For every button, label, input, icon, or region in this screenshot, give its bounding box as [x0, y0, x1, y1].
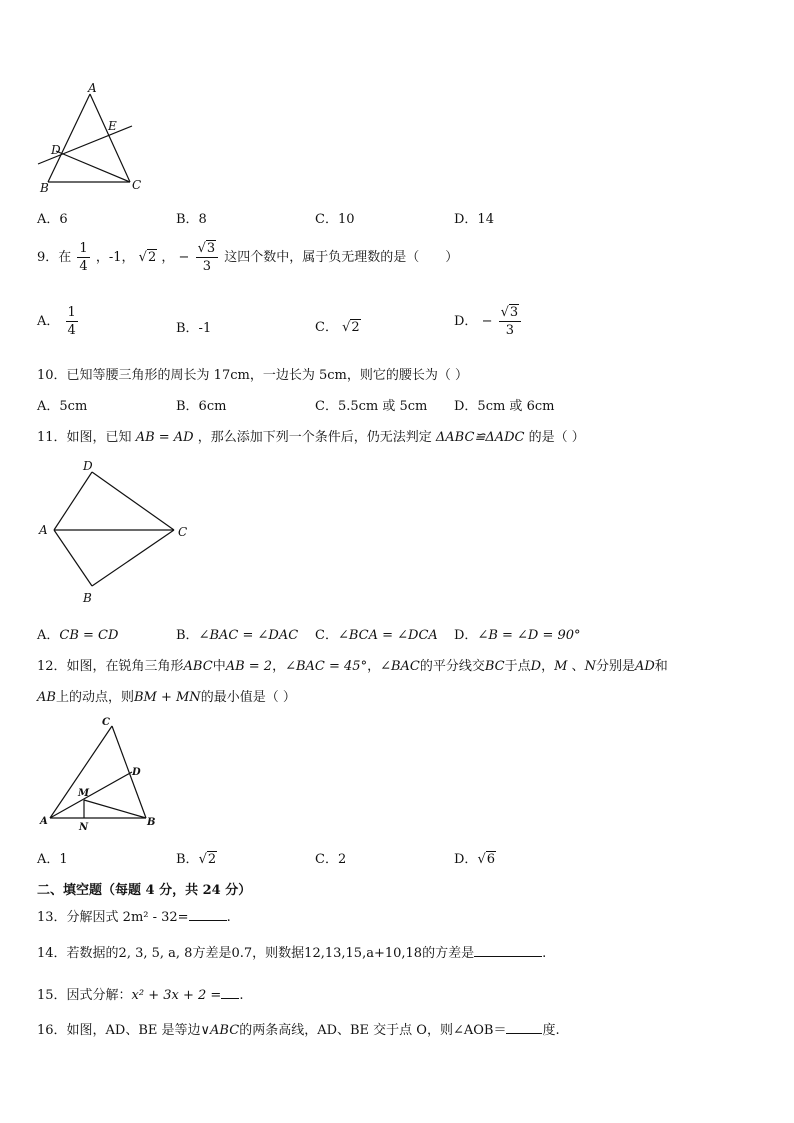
q12-m: M [554, 659, 568, 674]
q11-option-c[interactable] [315, 624, 438, 643]
q9-root3-radicand: 3 [206, 241, 216, 256]
q12-ad: AD [634, 659, 655, 674]
q9-option-d-neg: − [481, 314, 493, 329]
q13-answer-blank[interactable] [189, 908, 227, 921]
q16-post: 的两条高线，AD、BE 交于点 O，则∠AOB＝ [239, 1023, 507, 1038]
figure-q12-triangle [36, 712, 166, 836]
q16-end: 度. [542, 1023, 560, 1038]
q14-post: 的方差是 [422, 946, 475, 961]
q9-option-d-label: D． [454, 314, 478, 329]
q11-option-c-label: C． [315, 628, 338, 643]
q9-option-c-sqrt: √2 [342, 320, 360, 335]
q13-text: 13．分解因式 2m² - 32= [37, 910, 189, 925]
q9-number: 9．在 [37, 250, 72, 265]
q8-option-c[interactable]: C．10 [315, 212, 355, 227]
q9-option-a-fraction: $\frac{1}{4}$ [67, 305, 76, 338]
q12-option-d-sqrt: √6 [477, 852, 496, 867]
fig12-label-a: A [40, 816, 48, 827]
q12-option-d-label: D． [454, 852, 478, 867]
fig12-label-d: D [132, 767, 141, 778]
fig11-label-d: D [83, 459, 93, 473]
q9-root3-denominator: 3 [202, 259, 211, 274]
q14-end: . [542, 946, 547, 961]
q11-condition: AB = AD [135, 430, 194, 445]
q11-option-b-math: ∠BAC = ∠DAC [198, 628, 299, 643]
q9-fraction-quarter [77, 242, 89, 273]
q12-option-a[interactable]: A．1 [37, 852, 68, 867]
q12-option-d[interactable] [454, 848, 496, 867]
section-fill-blank-title: 二、填空题（每题 4 分，共 24 分） [37, 883, 252, 898]
q11-stem-pre: 11．如图，已知 [37, 430, 132, 445]
q9-frac-denominator: 4 [79, 259, 88, 274]
q9-frac-numerator: 1 [79, 241, 88, 256]
q11-stem-post: 的是（ ） [528, 430, 585, 445]
q8-option-b[interactable]: B．8 [176, 212, 207, 227]
q12-ab2: AB = 2 [225, 659, 273, 674]
q9-tail: 这四个数中，属于负无理数的是（ ） [224, 250, 459, 265]
q10-option-b[interactable]: B．6cm [176, 399, 227, 414]
q12-c2: ， [367, 659, 381, 674]
q12-mid3: 于点 [504, 659, 531, 674]
q12-bc: BC [484, 659, 505, 674]
q15 [37, 984, 243, 1003]
q16 [37, 1019, 560, 1038]
q11-option-d-math: ∠B = ∠D = 90° [477, 628, 581, 643]
fig11-label-b: B [83, 591, 92, 605]
q14-pre: 14．若数据的 [37, 946, 119, 961]
fig12-label-b: B [147, 817, 156, 828]
q9-option-d-fraction: $\frac{√3}{3}$ [499, 306, 522, 337]
fig12-label-n: N [79, 822, 89, 833]
q12-line2-tail: 的最小值是（ ） [200, 690, 296, 705]
q16-tri: ∨ABC [200, 1023, 240, 1038]
q12-abc: ABC [183, 659, 213, 674]
q13-end: . [226, 910, 231, 925]
q11-option-c-math: ∠BCA = ∠DCA [337, 628, 438, 643]
q9-neg-one: ，-1， [95, 250, 135, 265]
fig8-label-e: E [108, 119, 117, 133]
q9-option-c[interactable] [315, 316, 361, 335]
q12-stem-line1 [37, 655, 668, 674]
q10-stem: 10．已知等腰三角形的周长为 17cm，一边长为 5cm，则它的腰长为（ ） [37, 368, 468, 383]
q11-option-d[interactable] [454, 624, 581, 643]
q9-option-a[interactable] [37, 306, 80, 337]
fig8-label-c: C [132, 178, 142, 192]
q9-option-b[interactable]: B．-1 [176, 321, 212, 336]
q14 [37, 942, 546, 961]
fig11-label-a: A [39, 523, 48, 537]
q15-end: . [239, 988, 244, 1003]
q9-sqrt-two: √2 [138, 250, 157, 265]
q9-fraction-root3: $\frac{√3}{3}$ [196, 242, 219, 273]
q12-bmmn: BM + MN [133, 690, 201, 705]
q12-option-c[interactable]: C．2 [315, 852, 347, 867]
q11-congruence: ΔABC≌ΔADC [435, 430, 525, 445]
q9-option-d[interactable] [454, 306, 523, 337]
fig8-label-d: D [51, 143, 61, 157]
q11-option-b-label: B． [176, 628, 199, 643]
q10-option-d[interactable]: D．5cm 或 6cm [454, 399, 555, 414]
q12-stem-line2 [37, 686, 296, 705]
q10-option-a[interactable]: A．5cm [37, 399, 88, 414]
q12-mid2: 的平分线交 [419, 659, 485, 674]
q12-c4: 、 [567, 659, 585, 674]
q12-option-b-label: B． [176, 852, 199, 867]
fig11-label-c: C [178, 525, 188, 539]
q15-answer-blank[interactable] [221, 986, 239, 999]
q12-line2-ab: AB [37, 690, 56, 705]
q14-mid: 方差是 [192, 946, 232, 961]
q12-option-b-sqrt: √2 [198, 852, 217, 867]
q9-option-a-label: A． [37, 314, 60, 329]
q12-c3: ， [541, 659, 555, 674]
q12-option-b[interactable] [176, 848, 217, 867]
q14-data: 2, 3, 5, a, 8 [118, 946, 193, 961]
figure-q8-triangle [30, 78, 150, 198]
fig8-label-a: A [88, 81, 97, 95]
q9-neg-sign: − [178, 250, 190, 265]
q11-option-a-math: CB = CD [59, 628, 119, 643]
q13 [37, 906, 231, 925]
q14-data2: 12,13,15,a+10,18 [304, 946, 423, 961]
q14-val: 0.7 [231, 946, 253, 961]
q8-option-d[interactable]: D．14 [454, 212, 494, 227]
q12-n: N [584, 659, 596, 674]
q12-pre: 12．如图，在锐角三角形 [37, 659, 184, 674]
q12-c1: ， [272, 659, 286, 674]
q9-option-c-label: C． [315, 320, 338, 335]
q15-expr: x² + 3x + 2 = [131, 988, 222, 1003]
figure-q11-kite [34, 456, 204, 608]
q12-mid1: 中 [212, 659, 226, 674]
fig12-label-c: C [102, 717, 110, 728]
q14-answer-blank[interactable] [474, 944, 542, 957]
q11-stem-mid: ，那么添加下列一个条件后，仍无法判定 [197, 430, 432, 445]
fig8-label-b: B [40, 181, 49, 195]
q12-angle: ∠BAC = 45° [285, 659, 368, 674]
q9-separator: ， [161, 250, 175, 265]
q11-option-a[interactable] [37, 624, 118, 643]
fig12-label-m: M [78, 788, 90, 799]
q12-line2-mid: 上的动点，则 [55, 690, 134, 705]
q11-option-a-label: A． [37, 628, 60, 643]
q9-stem [37, 242, 458, 273]
q12-tail1: 和 [654, 659, 668, 674]
q16-pre: 16．如图，AD、BE 是等边 [37, 1023, 201, 1038]
q11-option-d-label: D． [454, 628, 478, 643]
q16-answer-blank[interactable] [506, 1021, 542, 1034]
q12-mid4: 分别是 [595, 659, 635, 674]
q11-option-b[interactable] [176, 624, 298, 643]
q8-option-a[interactable]: A．6 [37, 212, 68, 227]
q12-angle2: ∠BAC [380, 659, 420, 674]
q11-stem [37, 426, 585, 445]
q14-mid2: ，则数据 [252, 946, 305, 961]
q15-pre: 15．因式分解： [37, 988, 132, 1003]
q12-d: D [530, 659, 542, 674]
q10-option-c[interactable]: C．5.5cm 或 5cm [315, 399, 428, 414]
